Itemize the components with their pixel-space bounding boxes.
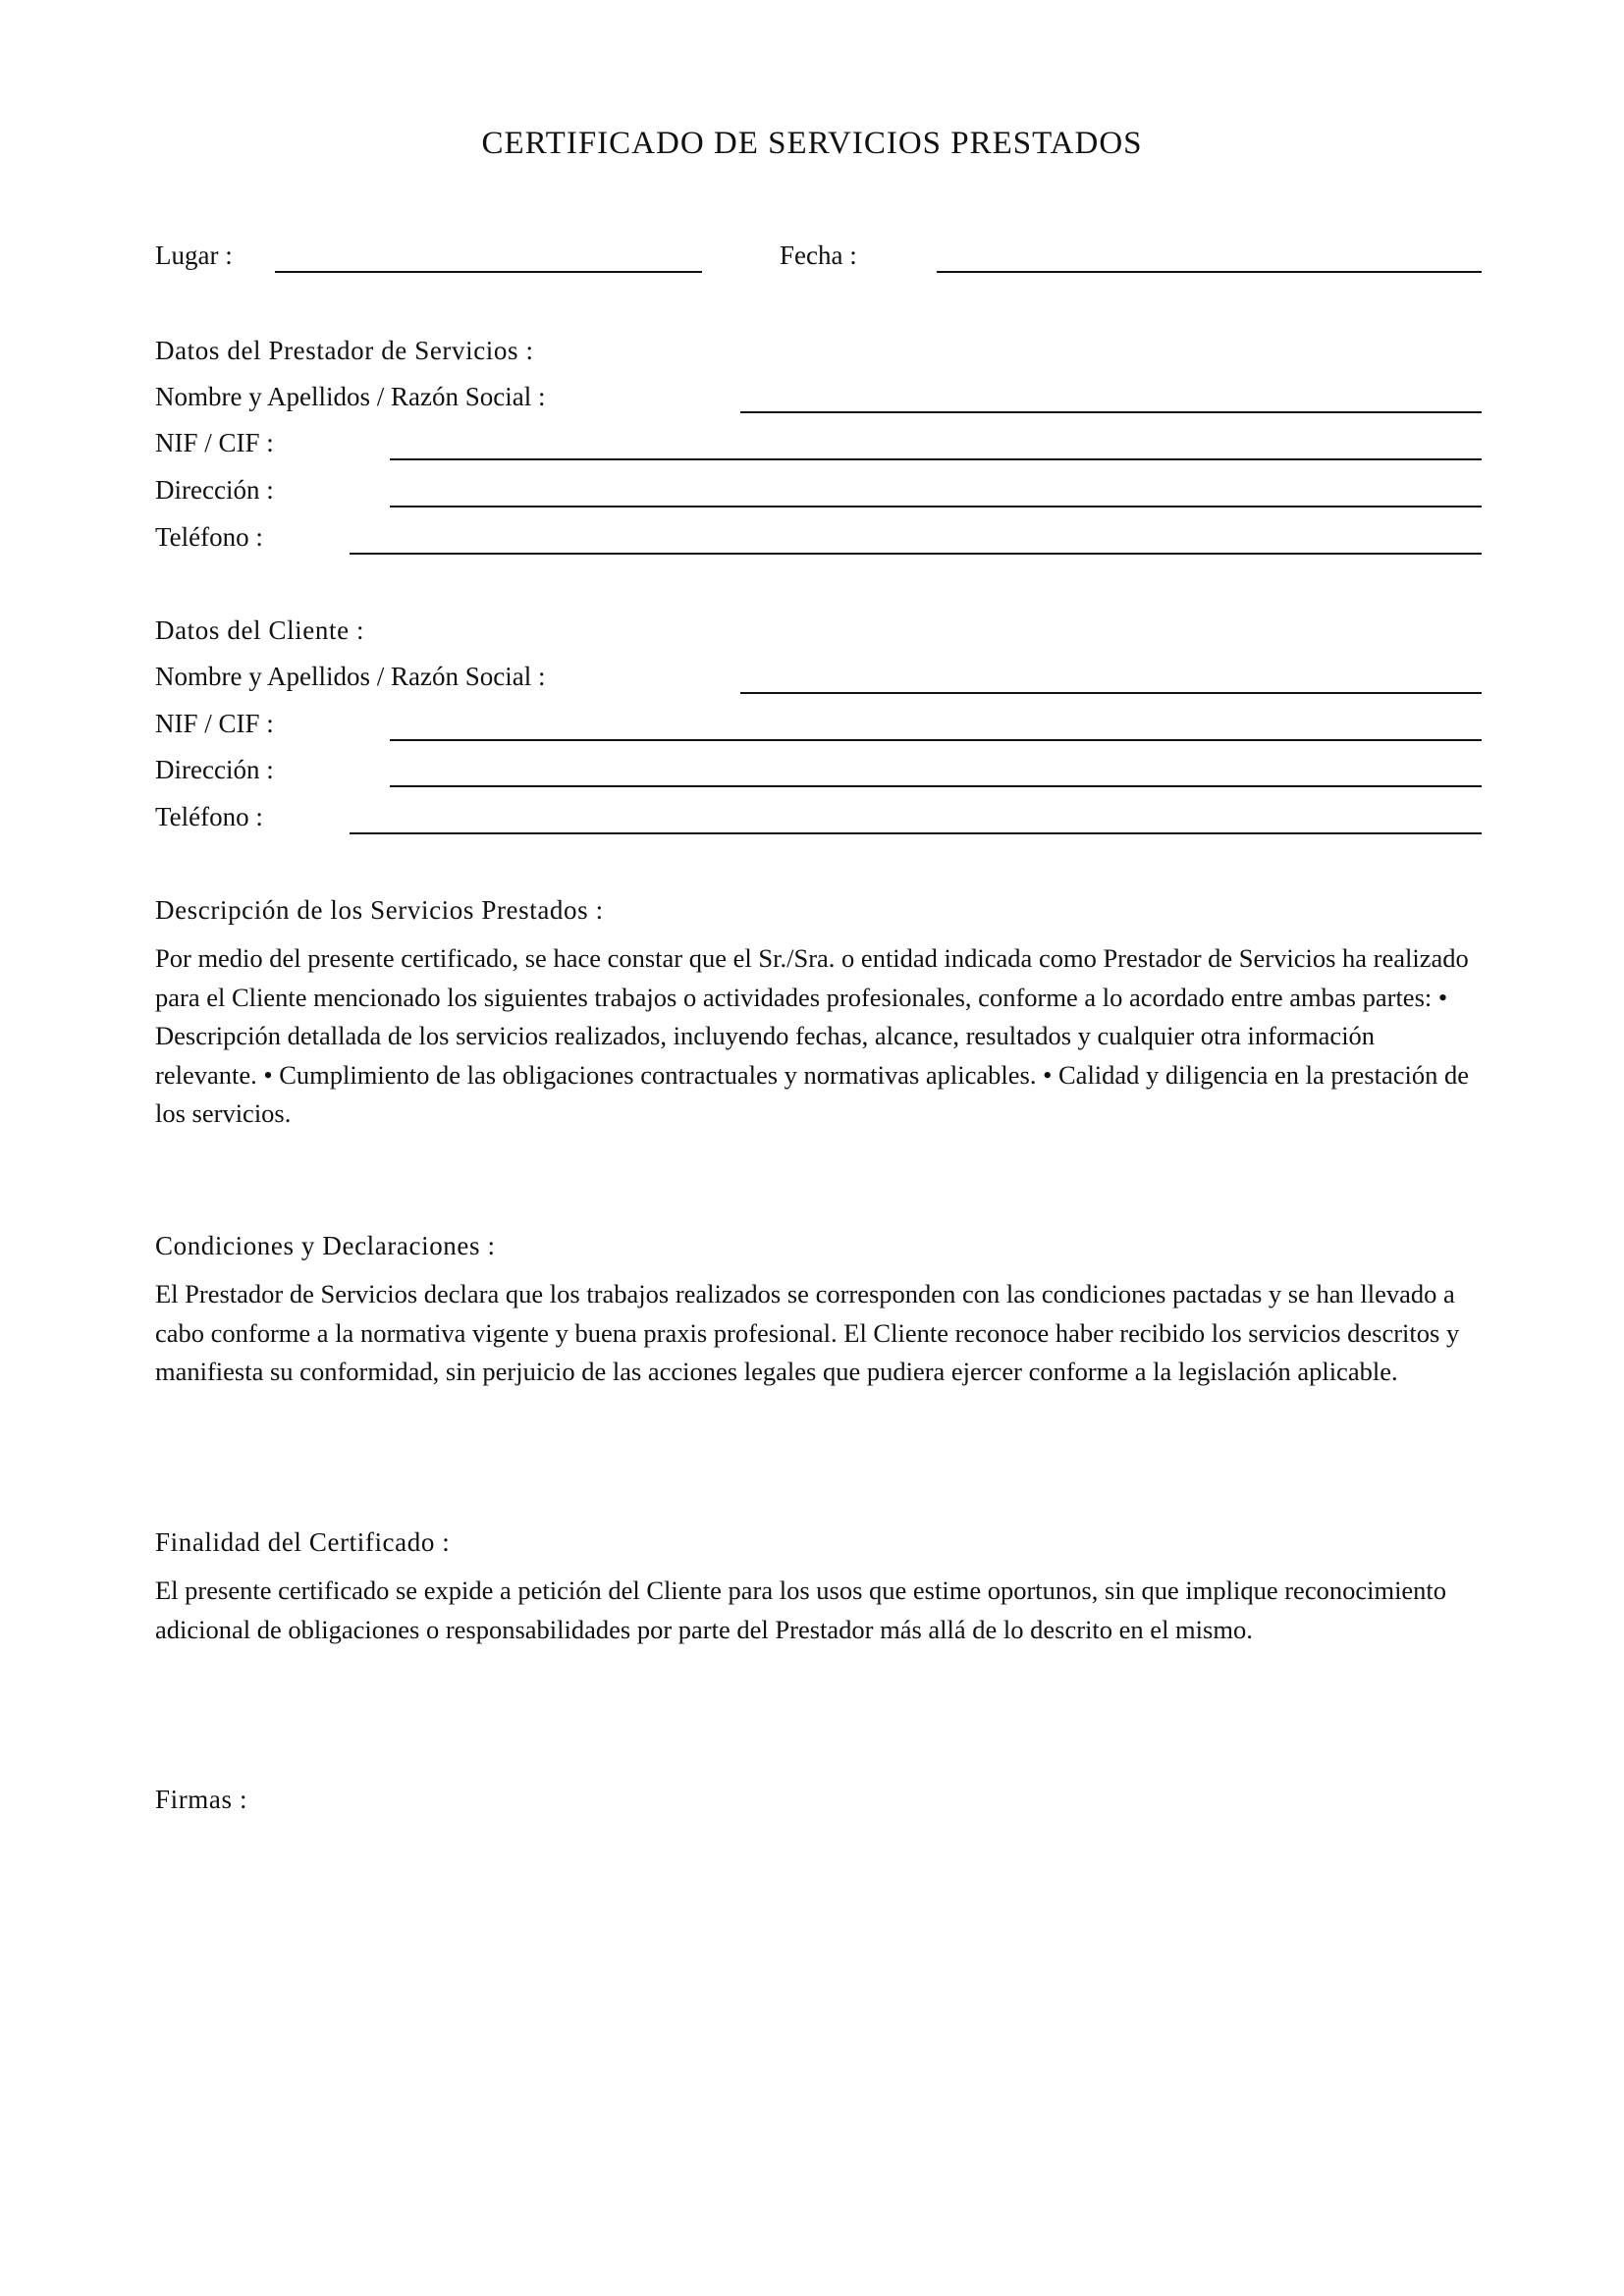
cliente-telefono-label: Teléfono : [155, 802, 263, 831]
cliente-direccion-field-line[interactable] [390, 785, 1482, 787]
finalidad-heading: Finalidad del Certificado : [155, 1527, 451, 1557]
cliente-nombre-label: Nombre y Apellidos / Razón Social : [155, 662, 546, 691]
finalidad-paragraph: El presente certificado se expide a petición del Cliente para los usos que estime oportunos, sin que implique reconocimiento adicional de obligaciones o responsabilidades por parte del Prestador más allá de lo descrito en el mismo. [155, 1575, 1447, 1644]
cliente-nif-field-line[interactable] [390, 739, 1482, 741]
cliente-nombre-field-line[interactable] [740, 692, 1482, 694]
prestador-nif-field-line[interactable] [390, 458, 1482, 460]
prestador-direccion-field-line[interactable] [390, 506, 1482, 507]
descripcion-paragraph: Por medio del presente certificado, se hace constar que el Sr./Sra. o entidad indicada como Prestador de Servicios ha realizado para el Cliente mencionado los siguientes trabajos o actividades profesionales, conforme a lo acordado entre ambas partes: • Descripción detallada de los servicios realizados, incluyendo fechas, alcance, resultados y cualquier otra información relevante. • Cumplimiento de las obligaciones contractuales y normativas aplicables. • Calidad y diligencia en la prestación de los servicios. [155, 943, 1469, 1128]
prestador-telefono-label: Teléfono : [155, 522, 263, 552]
firmas-label: Firmas : [155, 1785, 248, 1814]
condiciones-paragraph: El Prestador de Servicios declara que los trabajos realizados se corresponden con las condiciones pactadas y se han llevado a cabo conforme a la normativa vigente y buena praxis profesional. El Cliente reconoce haber recibido los servicios descritos y manifiesta su conformidad, sin perjuicio de las acciones legales que pudiera ejercer conforme a la legislación aplicable. [155, 1279, 1460, 1386]
prestador-nombre-label: Nombre y Apellidos / Razón Social : [155, 382, 546, 411]
prestador-direccion-label: Dirección : [155, 475, 274, 505]
condiciones-heading: Condiciones y Declaraciones : [155, 1231, 496, 1260]
document-title: CERTIFICADO DE SERVICIOS PRESTADOS [481, 126, 1143, 161]
lugar-field-line[interactable] [275, 271, 702, 273]
cliente-nif-label: NIF / CIF : [155, 709, 274, 738]
cliente-heading: Datos del Cliente : [155, 615, 365, 645]
prestador-heading: Datos del Prestador de Servicios : [155, 336, 534, 365]
lugar-label: Lugar : [155, 240, 233, 270]
cliente-telefono-field-line[interactable] [350, 832, 1482, 834]
cliente-direccion-label: Dirección : [155, 755, 274, 784]
fecha-field-line[interactable] [937, 271, 1482, 273]
prestador-telefono-field-line[interactable] [350, 553, 1482, 555]
prestador-nif-label: NIF / CIF : [155, 428, 274, 457]
fecha-label: Fecha : [780, 240, 857, 270]
descripcion-heading: Descripción de los Servicios Prestados : [155, 895, 604, 925]
prestador-nombre-field-line[interactable] [740, 411, 1482, 413]
